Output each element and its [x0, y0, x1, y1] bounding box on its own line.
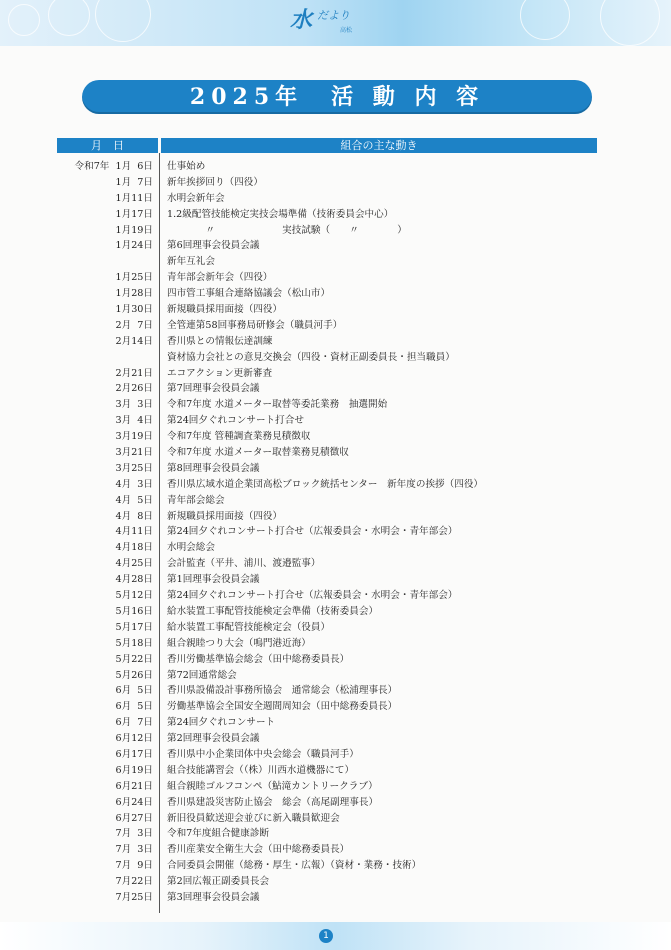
- table-row: [57, 620, 597, 636]
- row-date: 1月30日: [115, 304, 153, 316]
- row-date: 6月24日: [115, 796, 153, 808]
- table-row: [57, 588, 597, 604]
- table-row: [57, 191, 597, 207]
- table-row: [57, 270, 597, 286]
- row-activity: 新規職員採用面接（四役）: [167, 304, 283, 316]
- activity-table: [57, 159, 597, 906]
- row-date: 3月25日: [115, 462, 153, 474]
- row-activity: 新旧役員歓送迎会並びに新入職員歓迎会: [167, 812, 340, 824]
- row-activity: 労働基準協会全国安全週間周知会（田中総務委員長）: [167, 701, 398, 713]
- column-header-activity: 組合の主な動き: [161, 138, 597, 153]
- table-row: [57, 636, 597, 652]
- row-date: 5月16日: [115, 605, 153, 617]
- table-row: [57, 668, 597, 684]
- row-activity: 香川県設備設計事務所協会 通常総会（松浦理事長）: [167, 685, 398, 697]
- row-activity: 香川県建設災害防止協会 総会（高尾副理事長）: [167, 796, 379, 808]
- table-row: [57, 254, 597, 270]
- row-activity: 第24回夕ぐれコンサート打合せ（広報委員会・水明会・青年部会）: [167, 590, 458, 602]
- row-activity: 第2回理事会役員会議: [167, 733, 260, 745]
- row-date: 3月 3日: [115, 399, 153, 411]
- row-date: 令和7年 1月 6日: [74, 161, 153, 172]
- table-row: [57, 540, 597, 556]
- table-row: [57, 477, 597, 493]
- table-row: [57, 858, 597, 874]
- table-row: [57, 207, 597, 223]
- table-row: [57, 826, 597, 842]
- row-activity: 組合親睦ゴルフコンペ（鮎滝カントリークラブ）: [167, 780, 378, 792]
- row-activity: 第24回夕ぐれコンサート打合せ（広報委員会・水明会・青年部会）: [167, 526, 458, 538]
- row-activity: 香川産業安全衛生大会（田中総務委員長）: [167, 844, 350, 856]
- row-date: 7月 3日: [115, 828, 153, 840]
- row-date: 3月 4日: [115, 415, 153, 427]
- table-row: [57, 223, 597, 239]
- row-date: 6月 7日: [115, 717, 153, 729]
- row-date: 4月 5日: [115, 494, 153, 506]
- row-date: 7月22日: [115, 876, 153, 888]
- table-row: [57, 302, 597, 318]
- row-activity: 組合親睦つり大会（鳴門港近海）: [167, 637, 311, 649]
- logo-script: だより: [317, 9, 350, 22]
- row-activity: 第8回理事会役員会議: [167, 462, 260, 474]
- table-row: [57, 524, 597, 540]
- table-row: [57, 763, 597, 779]
- row-date: 1月11日: [115, 192, 153, 204]
- row-date: 4月28日: [115, 574, 153, 586]
- row-date: 6月12日: [115, 733, 153, 745]
- row-date: 4月11日: [115, 526, 153, 538]
- logo-mark: 水: [290, 7, 313, 33]
- row-activity: 水明会総会: [167, 542, 215, 554]
- row-activity: 新規職員採用面接（四役）: [167, 510, 283, 522]
- row-date: 6月 5日: [115, 685, 153, 697]
- publication-logo: [290, 3, 364, 39]
- row-date: 4月25日: [115, 558, 153, 570]
- decorative-ring: [48, 0, 90, 36]
- row-date: 5月12日: [115, 590, 153, 602]
- row-activity: 香川県広域水道企業団高松ブロック統括センター 新年度の挨拶（四役）: [167, 478, 484, 490]
- row-activity: 給水装置工事配管技能検定会（役員）: [167, 621, 331, 633]
- table-row: [57, 842, 597, 858]
- row-date: 4月 8日: [115, 510, 153, 522]
- row-activity: 青年部会総会: [167, 494, 225, 506]
- table-row: [57, 652, 597, 668]
- page-number: 1: [319, 929, 333, 943]
- row-activity: 第2回広報正副委員長会: [167, 876, 270, 888]
- row-date: 6月 5日: [115, 701, 153, 713]
- row-activity: 第24回夕ぐれコンサート: [167, 717, 276, 729]
- row-date: 1月25日: [115, 272, 153, 284]
- row-activity: エコアクション更新審査: [167, 367, 273, 379]
- decorative-ring: [95, 0, 151, 42]
- row-activity: 新年互礼会: [167, 256, 215, 268]
- row-activity: 〃 実技試験（ 〃 ）: [167, 224, 407, 236]
- table-row: [57, 429, 597, 445]
- table-row: [57, 572, 597, 588]
- row-date: 6月17日: [115, 748, 153, 760]
- row-date: 5月17日: [115, 621, 153, 633]
- row-activity: 新年挨拶回り（四役）: [167, 176, 263, 188]
- row-date: 2月 7日: [115, 319, 153, 331]
- table-row: [57, 874, 597, 890]
- row-activity: 令和7年度 水道メーター取替業務見積徴収: [167, 447, 349, 459]
- table-row: [57, 509, 597, 525]
- row-date: 6月21日: [115, 780, 153, 792]
- row-activity: 組合技能講習会（（株）川西水道機器にて）: [167, 764, 355, 776]
- table-row: [57, 683, 597, 699]
- table-row: [57, 366, 597, 382]
- table-row: [57, 604, 597, 620]
- row-activity: 給水装置工事配管技能検定会準備（技術委員会）: [167, 605, 379, 617]
- table-row: [57, 811, 597, 827]
- row-activity: 令和7年度 水道メーター取替等委託業務 抽選開始: [167, 399, 388, 411]
- row-date: 1月24日: [115, 240, 153, 252]
- row-activity: 合同委員会開催（総務・厚生・広報）（資材・業務・技術）: [167, 860, 422, 872]
- row-date: 2月14日: [115, 335, 153, 347]
- table-row: [57, 779, 597, 795]
- row-date: 4月 3日: [115, 478, 153, 490]
- table-row: [57, 175, 597, 191]
- row-date: 4月18日: [115, 542, 153, 554]
- table-row: [57, 493, 597, 509]
- title-banner: [82, 80, 592, 114]
- decorative-ring: [8, 4, 40, 36]
- header-band: [0, 0, 671, 46]
- table-row: [57, 397, 597, 413]
- row-date: 6月27日: [115, 812, 153, 824]
- row-activity: 令和7年度 管種調査業務見積徴収: [167, 431, 311, 443]
- table-row: [57, 747, 597, 763]
- table-row: [57, 715, 597, 731]
- row-date: 3月21日: [115, 447, 153, 459]
- table-row: [57, 699, 597, 715]
- logo-subtitle: 高松: [340, 27, 353, 34]
- row-date: 3月19日: [115, 431, 153, 443]
- row-activity: 会計監査（平井、浦川、渡邉監事）: [167, 558, 321, 570]
- row-activity: 全管連第58回事務局研修会（職員河手）: [167, 319, 343, 331]
- column-header-date: 月 日: [57, 138, 158, 153]
- row-date: 7月 9日: [115, 860, 153, 872]
- decorative-ring: [520, 0, 570, 40]
- row-date: 2月21日: [115, 367, 153, 379]
- row-activity: 資材協力会社との意見交換会（四役・資材正副委員長・担当職員）: [167, 351, 455, 363]
- table-row: [57, 381, 597, 397]
- row-date: 7月25日: [115, 891, 153, 903]
- row-date: 7月 3日: [115, 844, 153, 856]
- row-activity: 香川県との情報伝達訓練: [167, 335, 273, 347]
- row-activity: 四市管工事組合連絡協議会（松山市）: [167, 288, 331, 300]
- row-activity: 香川県中小企業団体中央会総会（職員河手）: [167, 748, 359, 760]
- row-activity: 仕事始め: [167, 161, 206, 172]
- table-row: [57, 461, 597, 477]
- row-activity: 第6回理事会役員会議: [167, 240, 260, 252]
- row-date: 1月19日: [115, 224, 153, 236]
- table-row: [57, 286, 597, 302]
- table-row: [57, 890, 597, 906]
- row-date: 5月26日: [115, 669, 153, 681]
- table-row: [57, 334, 597, 350]
- footer-band: [0, 922, 671, 950]
- table-row: [57, 556, 597, 572]
- row-date: 5月22日: [115, 653, 153, 665]
- table-row: [57, 350, 597, 366]
- row-activity: 1.2級配管技能検定実技会場準備（技術委員会中心）: [167, 208, 394, 220]
- table-row: [57, 445, 597, 461]
- table-row: [57, 731, 597, 747]
- row-activity: 第24回夕ぐれコンサート打合せ: [167, 415, 304, 427]
- row-activity: 水明会新年会: [167, 192, 225, 204]
- row-date: 2月26日: [115, 383, 153, 395]
- row-activity: 第72回通常総会: [167, 669, 237, 681]
- table-row: [57, 413, 597, 429]
- table-row: [57, 238, 597, 254]
- row-activity: 第1回理事会役員会議: [167, 574, 260, 586]
- table-row: [57, 795, 597, 811]
- row-date: 6月19日: [115, 764, 153, 776]
- table-row: [57, 318, 597, 334]
- row-activity: 香川労働基準協会総会（田中総務委員長）: [167, 653, 350, 665]
- row-date: 5月18日: [115, 637, 153, 649]
- row-date: 1月 7日: [115, 176, 153, 188]
- row-activity: 第7回理事会役員会議: [167, 383, 260, 395]
- decorative-ring: [600, 0, 660, 46]
- row-date: 1月17日: [115, 208, 153, 220]
- row-date: 1月28日: [115, 288, 153, 300]
- row-activity: 青年部会新年会（四役）: [167, 272, 273, 284]
- row-activity: 令和7年度組合健康診断: [167, 828, 270, 840]
- table-row: [57, 159, 597, 175]
- row-activity: 第3回理事会役員会議: [167, 891, 260, 903]
- page-title: 2025年 活 動 内 容: [189, 84, 485, 110]
